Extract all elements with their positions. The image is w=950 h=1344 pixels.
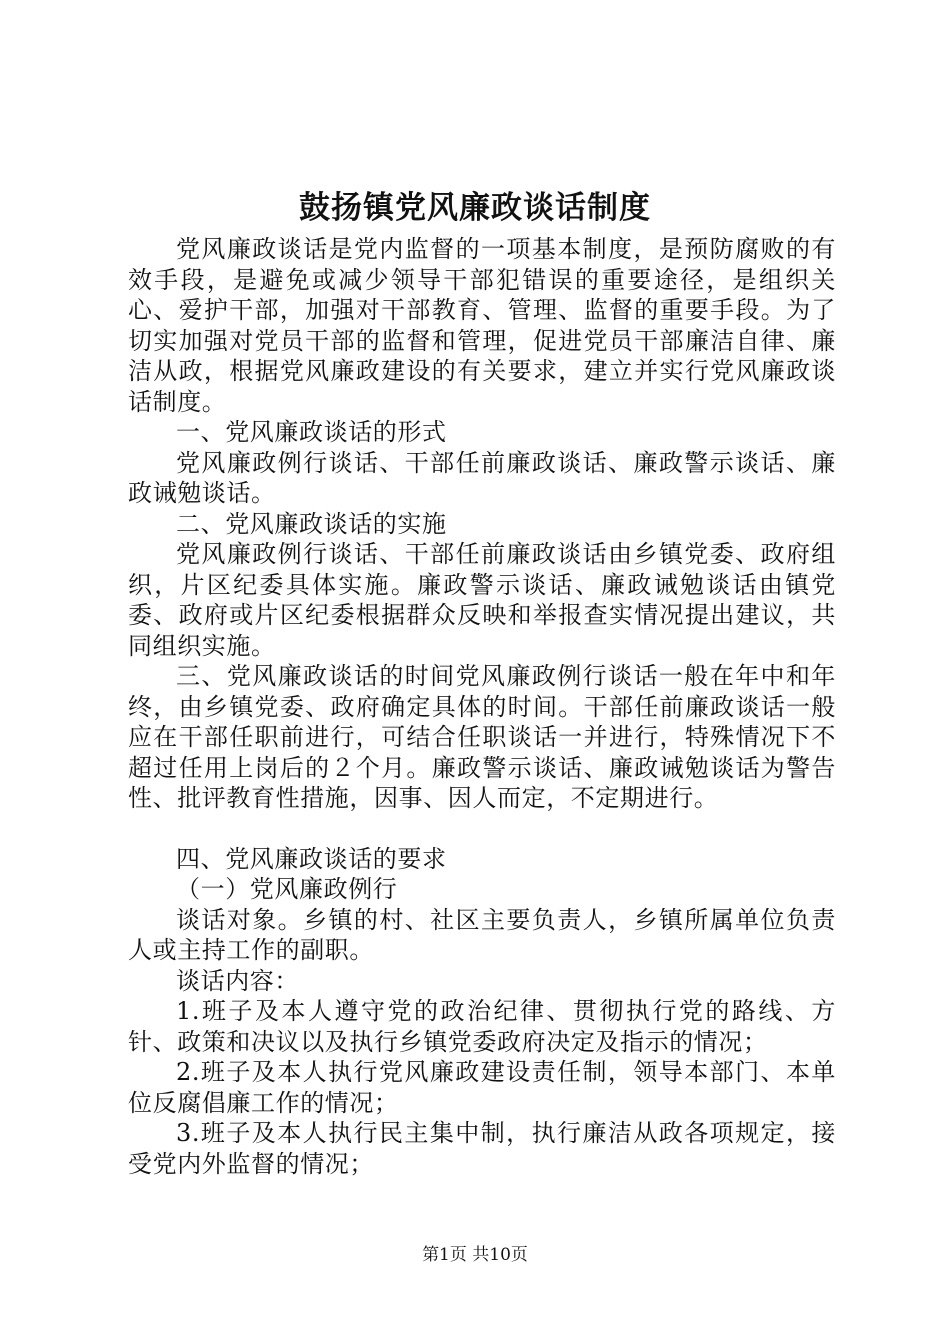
- body-paragraph: 党风廉政例行谈话、干部任前廉政谈话、廉政警示谈话、廉政诫勉谈话。: [128, 448, 836, 507]
- page-number-footer: 第1页 共10页: [422, 1245, 528, 1265]
- list-item: 2.班子及本人执行党风廉政建设责任制，领导本部门、本单位反腐倡廉工作的情况；: [128, 1058, 836, 1117]
- list-item: 1.班子及本人遵守党的政治纪律、贯彻执行党的路线、方针、政策和决议以及执行乡镇党委政府决定及指示的情况；: [128, 997, 836, 1056]
- section-heading-3: 三、党风廉政谈话的时间党风廉政例行谈话一般在年中和年终，由乡镇党委、政府确定具体的时间。干部任前廉政谈话一般应在干部任职前进行，可结合任职谈话一并进行，特殊情况下不超过任用上岗后的２个月。廉政警示谈话、廉政诫勉谈话为警告性、批评教育性措施，因事、因人而定，不定期进行。: [128, 662, 836, 812]
- document-title: 鼓扬镇党风廉政谈话制度: [299, 190, 651, 226]
- body-paragraph: 谈话内容：: [176, 966, 299, 995]
- paragraph-spacer: [128, 814, 836, 844]
- list-item: 3.班子及本人执行民主集中制，执行廉洁从政各项规定，接受党内外监督的情况；: [128, 1119, 836, 1178]
- body-paragraph: 党风廉政例行谈话、干部任前廉政谈话由乡镇党委、政府组织，片区纪委具体实施。廉政警示谈话、廉政诫勉谈话由镇党委、政府或片区纪委根据群众反映和举报查实情况提出建议，共同组织实施。: [128, 540, 836, 660]
- section-heading-1: 一、党风廉政谈话的形式: [176, 418, 447, 446]
- subsection-heading: （一）党风廉政例行: [176, 875, 398, 903]
- section-heading-4: 四、党风廉政谈话的要求: [176, 844, 447, 873]
- body-paragraph: 谈话对象。乡镇的村、社区主要负责人，乡镇所属单位负责人或主持工作的副职。: [128, 905, 836, 964]
- section-heading-2: 二、党风廉政谈话的实施: [176, 509, 447, 538]
- intro-paragraph: 党风廉政谈话是党内监督的一项基本制度，是预防腐败的有效手段，是避免或减少领导干部犯错误的重要途径，是组织关心、爱护干部，加强对干部教育、管理、监督的重要手段。为了切实加强对党员干部的监督和管理，促进党员干部廉洁自律、廉洁从政，根据党风廉政建设的有关要求，建立并实行党风廉政谈话制度。: [128, 235, 836, 416]
- document-body: [128, 234, 836, 1179]
